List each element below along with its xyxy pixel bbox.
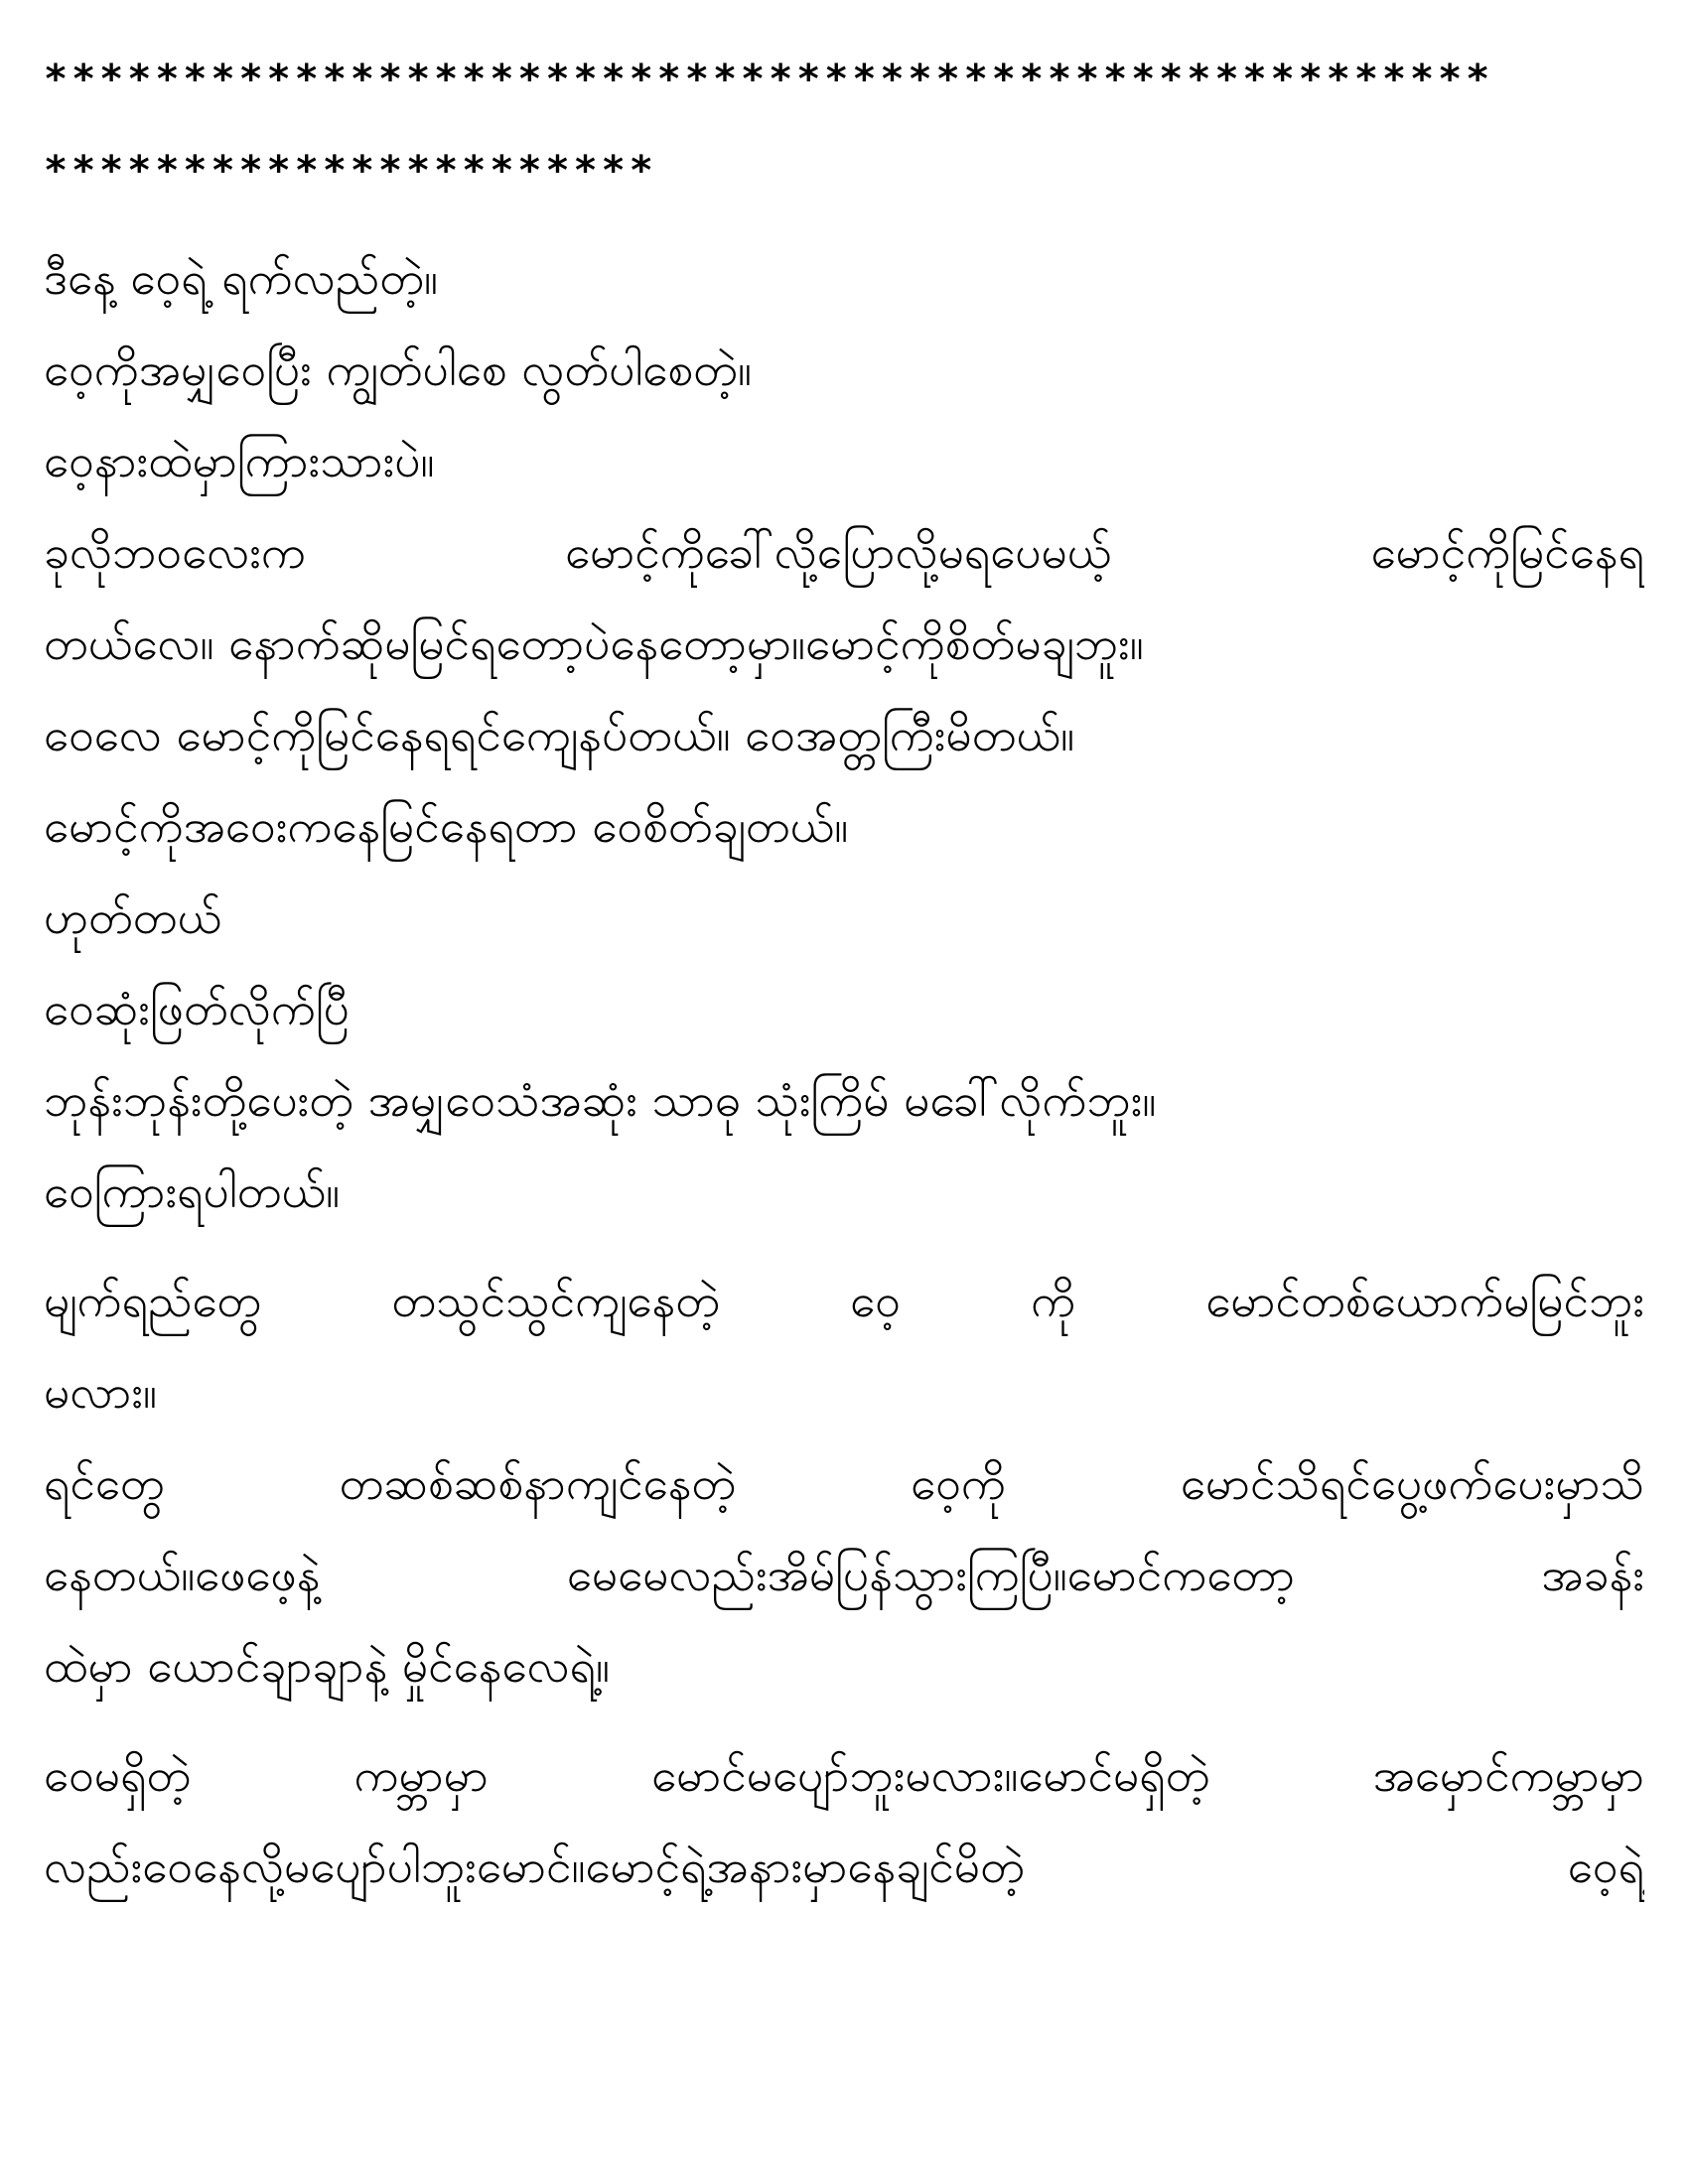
text-line: မောင့်ကိုအဝေးကနေမြင်နေရတာ ဝေစိတ်ချတယ်။ — [44, 799, 849, 853]
text-line: ထဲမှာ ယောင်ချာချာနဲ့ မှိုင်နေလေရဲ့။ — [44, 1639, 610, 1693]
text-line: မျက်ရည်တွေ တသွင်သွင်ကျနေတဲ့ ဝေ့ ကို မောင်တစ်ယောက်မမြင်ဘူး — [44, 1274, 1644, 1327]
text-line: လည်းဝေနေလို့မပျော်ပါဘူးမောင်။မောင့်ရဲ့အနားမှာနေချင်မိတဲ့ ဝေ့ရဲ့ — [44, 1840, 1644, 1893]
text-line: ဝေကြားရပါတယ်။ — [44, 1164, 341, 1218]
separator-line-1: **************************************************** — [44, 57, 1494, 102]
paragraph-2 — [44, 1255, 1644, 1437]
text-line: ဝေ့နားထဲမှာကြားသားပဲ။ — [44, 434, 435, 487]
text-line: ဝေဆုံးဖြတ်လိုက်ပြီ — [44, 982, 350, 1035]
text-line: တယ်လေ။ နောက်ဆိုမမြင်ရတော့ပဲနေတော့မှာ။မောင့်ကိုစိတ်မချဘူး။ — [44, 616, 1144, 670]
text-line: ဒီနေ့ ဝေ့ရဲ့ ရက်လည်တဲ့။ — [44, 251, 438, 305]
text-line: ဘုန်းဘုန်းတို့ပေးတဲ့ အမျှဝေသံအဆုံး သာဓု သုံးကြိမ် မခေါ်လိုက်ဘူး။ — [44, 1073, 1157, 1127]
paragraph-4 — [44, 1729, 1644, 1912]
text-line: မလား။ — [44, 1365, 157, 1419]
text-line: နေတယ်။ဖေဖေ့နဲ့ မေမေလည်းအိမ်ပြန်သွားကြပြီ။မောင်ကတော့ အခန်း — [44, 1548, 1644, 1601]
text-line: ရင်တွေ တဆစ်ဆစ်နာကျင်နေတဲ့ ဝေ့ကို မောင်သိရင်ပွေ့ဖက်ပေးမှာသိ — [44, 1456, 1644, 1510]
text-line: ဝေလေ မောင့်ကိုမြင်နေရရင်ကျေနပ်တယ်။ ဝေအတ္တကြီးမိတယ်။ — [44, 708, 1075, 761]
text-line: ဝေမရှိတဲ့ ကမ္ဘာမှာ မောင်မပျော်ဘူးမလား။မောင်မရှိတဲ့ အမှောင်ကမ္ဘာမှာ — [44, 1748, 1644, 1802]
text-line: ဝေ့ကိုအမျှဝေပြီး ကျွတ်ပါစေ လွတ်ပါစေတဲ့။ — [44, 342, 752, 396]
separator-line-2: ********************** — [44, 148, 657, 194]
paragraph-gap — [44, 1237, 1644, 1255]
text-line: ဟုတ်တယ် — [44, 890, 222, 944]
paragraph-gap — [44, 1711, 1644, 1729]
paragraph-3 — [44, 1437, 1644, 1711]
document-page — [44, 34, 1644, 1912]
text-line: ခုလိုဘဝလေးက မောင့်ကိုခေါ်လို့ပြောလို့မရပေမယ့် မောင့်ကိုမြင်နေရ — [44, 525, 1644, 579]
paragraph-1 — [44, 232, 1644, 1237]
